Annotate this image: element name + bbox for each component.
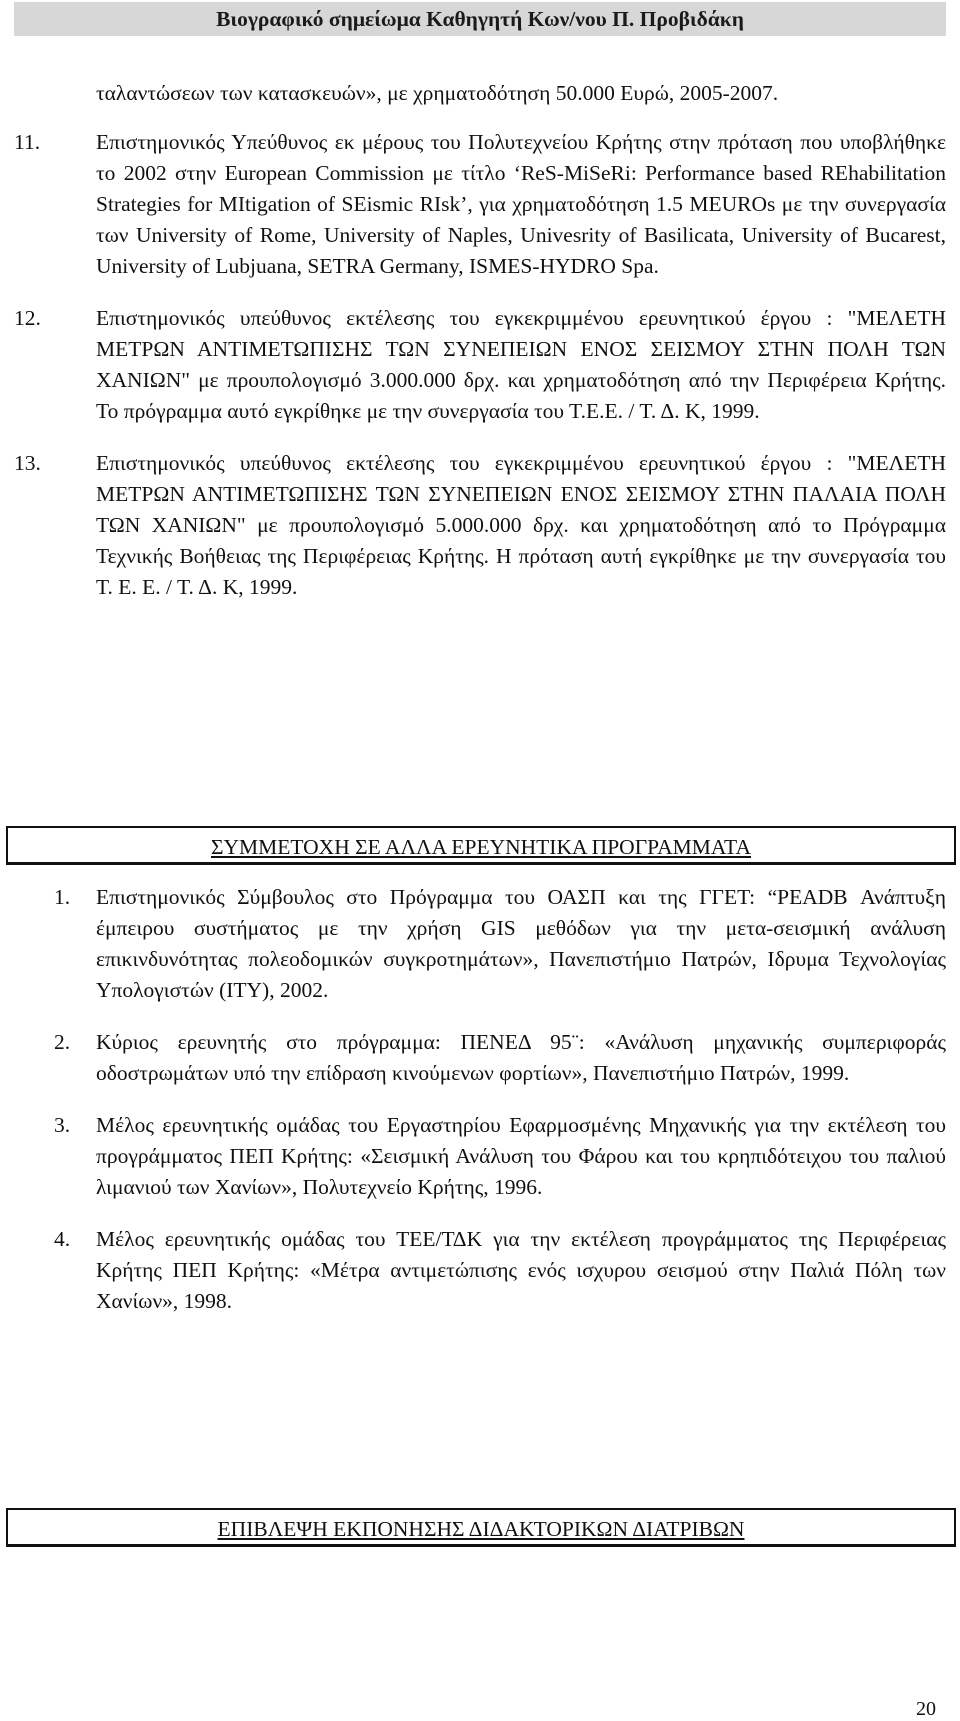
section-title: ΣΥΜΜΕΤΟΧΗ ΣΕ ΑΛΛΑ ΕΡΕΥΝΗΤΙΚΑ ΠΡΟΓΡΑΜΜΑΤΑ: [210, 835, 751, 859]
list-item-4: [54, 1224, 946, 1317]
list-item-number: 3.: [54, 1113, 71, 1137]
list-item-number: 4.: [54, 1227, 71, 1251]
list-item-number: 1.: [54, 885, 71, 909]
page-header: Βιογραφικό σημείωμα Καθηγητή Κων/νου Π. Προβιδάκη: [14, 2, 946, 36]
list-item-text: Μέλος ερευνητικής ομάδας του Εργαστηρίου Εφαρμοσμένης Μηχανικής για την εκτέλεση του προγράμματος ΠΕΠ Κρήτης: «Σεισμική Ανάλυση του Φάρου και του κρηπιδότειχου του παλιού λιμανιού των Χανίων», Πολυτεχνείο Κρήτης, 1996.: [96, 1113, 946, 1199]
section-title: ΕΠΙΒΛΕΨΗ ΕΚΠΟΝΗΣΗΣ ΔΙΔΑΚΤΟΡΙΚΩΝ ΔΙΑΤΡΙΒΩΝ: [217, 1517, 745, 1541]
continued-paragraph: ταλαντώσεων των κατασκευών», με χρηματοδότηση 50.000 Ευρώ, 2005-2007.: [96, 81, 779, 105]
list-item-number: 12.: [14, 306, 41, 330]
list-item-text: Επιστημονικός υπεύθυνος εκτέλεσης του εγκεκριμμένου ερευνητικού έργου : "ΜΕΛΕΤΗ ΜΕΤΡΩΝ ΑΝΤΙΜΕΤΩΠΙΣΗΣ ΤΩΝ ΣΥΝΕΠΕΙΩΝ ΕΝΟΣ ΣΕΙΣΜΟΥ ΣΤΗΝ ΠΑΛΑΙΑ ΠΟΛΗ ΤΩΝ ΧΑΝΙΩΝ" με προυπολογισμό 5.000.000 δρχ. και χρηματοδότηση από το Πρόγραμμα Τεχνικής Βοήθειας της Περιφέρειας Κρήτης. Η πρόταση αυτή εγκρίθηκε με την συνεργασία του Τ. Ε. Ε. / Τ. Δ. Κ, 1999.: [96, 451, 946, 599]
list-item-1: [54, 882, 946, 1006]
list-item-11: [14, 127, 946, 282]
list-item-text: Επιστημονικός υπεύθυνος εκτέλεσης του εγκεκριμμένου ερευνητικού έργου : "ΜΕΛΕΤΗ ΜΕΤΡΩΝ ΑΝΤΙΜΕΤΩΠΙΣΗΣ ΤΩΝ ΣΥΝΕΠΕΙΩΝ ΕΝΟΣ ΣΕΙΣΜΟΥ ΣΤΗΝ ΠΟΛΗ ΤΩΝ ΧΑΝΙΩΝ" με προυπολογισμό 3.000.000 δρχ. και χρηματοδότηση από την Περιφέρεια Κρήτης. Το πρόγραμμα αυτό εγκρίθηκε με την συνεργασία του Τ.Ε.Ε. / Τ. Δ. Κ, 1999.: [96, 306, 946, 423]
list-item-text: Μέλος ερευνητικής ομάδας του ΤΕΕ/ΤΔΚ για την εκτέλεση προγράμματος της Περιφέρειας Κρήτης ΠΕΠ Κρήτης: «Μέτρα αντιμετώπισης ενός ισχυρου σεισμού στην Παλιά Πόλη των Χανίων», 1998.: [96, 1227, 946, 1313]
section-heading-other-programs: [6, 826, 956, 865]
list-item-text: Κύριος ερευνητής στο πρόγραμμα: ΠΕΝΕΔ 95¨: «Ανάλυση μηχανικής συμπεριφοράς οδοστρωμάτων υπό την επίδραση κινούμενων φορτίων», Πανεπιστήμιο Πατρών, 1999.: [96, 1030, 946, 1085]
list-item-number: 2.: [54, 1030, 71, 1054]
list-item-text: Επιστημονικός Σύμβουλος στο Πρόγραμμα του ΟΑΣΠ και της ΓΓΕΤ: “PEADB Ανάπτυξη έμπειρου συστήματος με την χρήση GIS μεθόδων για την μετα-σεισμική ανάλυση επικινδυνότητας πολεοδομικών συγκροτημάτων», Πανεπιστήμιο Πατρών, Ιδρυμα Τεχνολογίας Υπολογιστών (ΙΤΥ), 2002.: [96, 885, 946, 1002]
other-programs-list: [54, 882, 946, 1317]
section-heading-supervision: [6, 1508, 956, 1547]
list-item-13: [14, 448, 946, 603]
list-item-2: [54, 1027, 946, 1089]
page-number: 20: [916, 1698, 936, 1720]
list-item-text: Επιστημονικός Υπεύθυνος εκ μέρους του Πολυτεχνείου Κρήτης στην πρόταση που υποβλήθηκε το 2002 στην European Commission με τίτλο ‘ReS-MiSeRi: Performance based REhabilitation Strategies for MItigation of SEismic RIsk’, για χρηματοδότηση 1.5 MEUROs με την συνεργασία των University of Rome, University of Naples, Univesrity of Basilicata, University of Bucarest, University of Lubjuana, SETRA Germany, ISMES-HYDRO Spa.: [96, 130, 946, 278]
list-item-number: 13.: [14, 451, 41, 475]
list-item-3: [54, 1110, 946, 1203]
projects-list: [14, 78, 946, 603]
list-item-12: [14, 303, 946, 427]
list-item-number: 11.: [14, 130, 41, 154]
